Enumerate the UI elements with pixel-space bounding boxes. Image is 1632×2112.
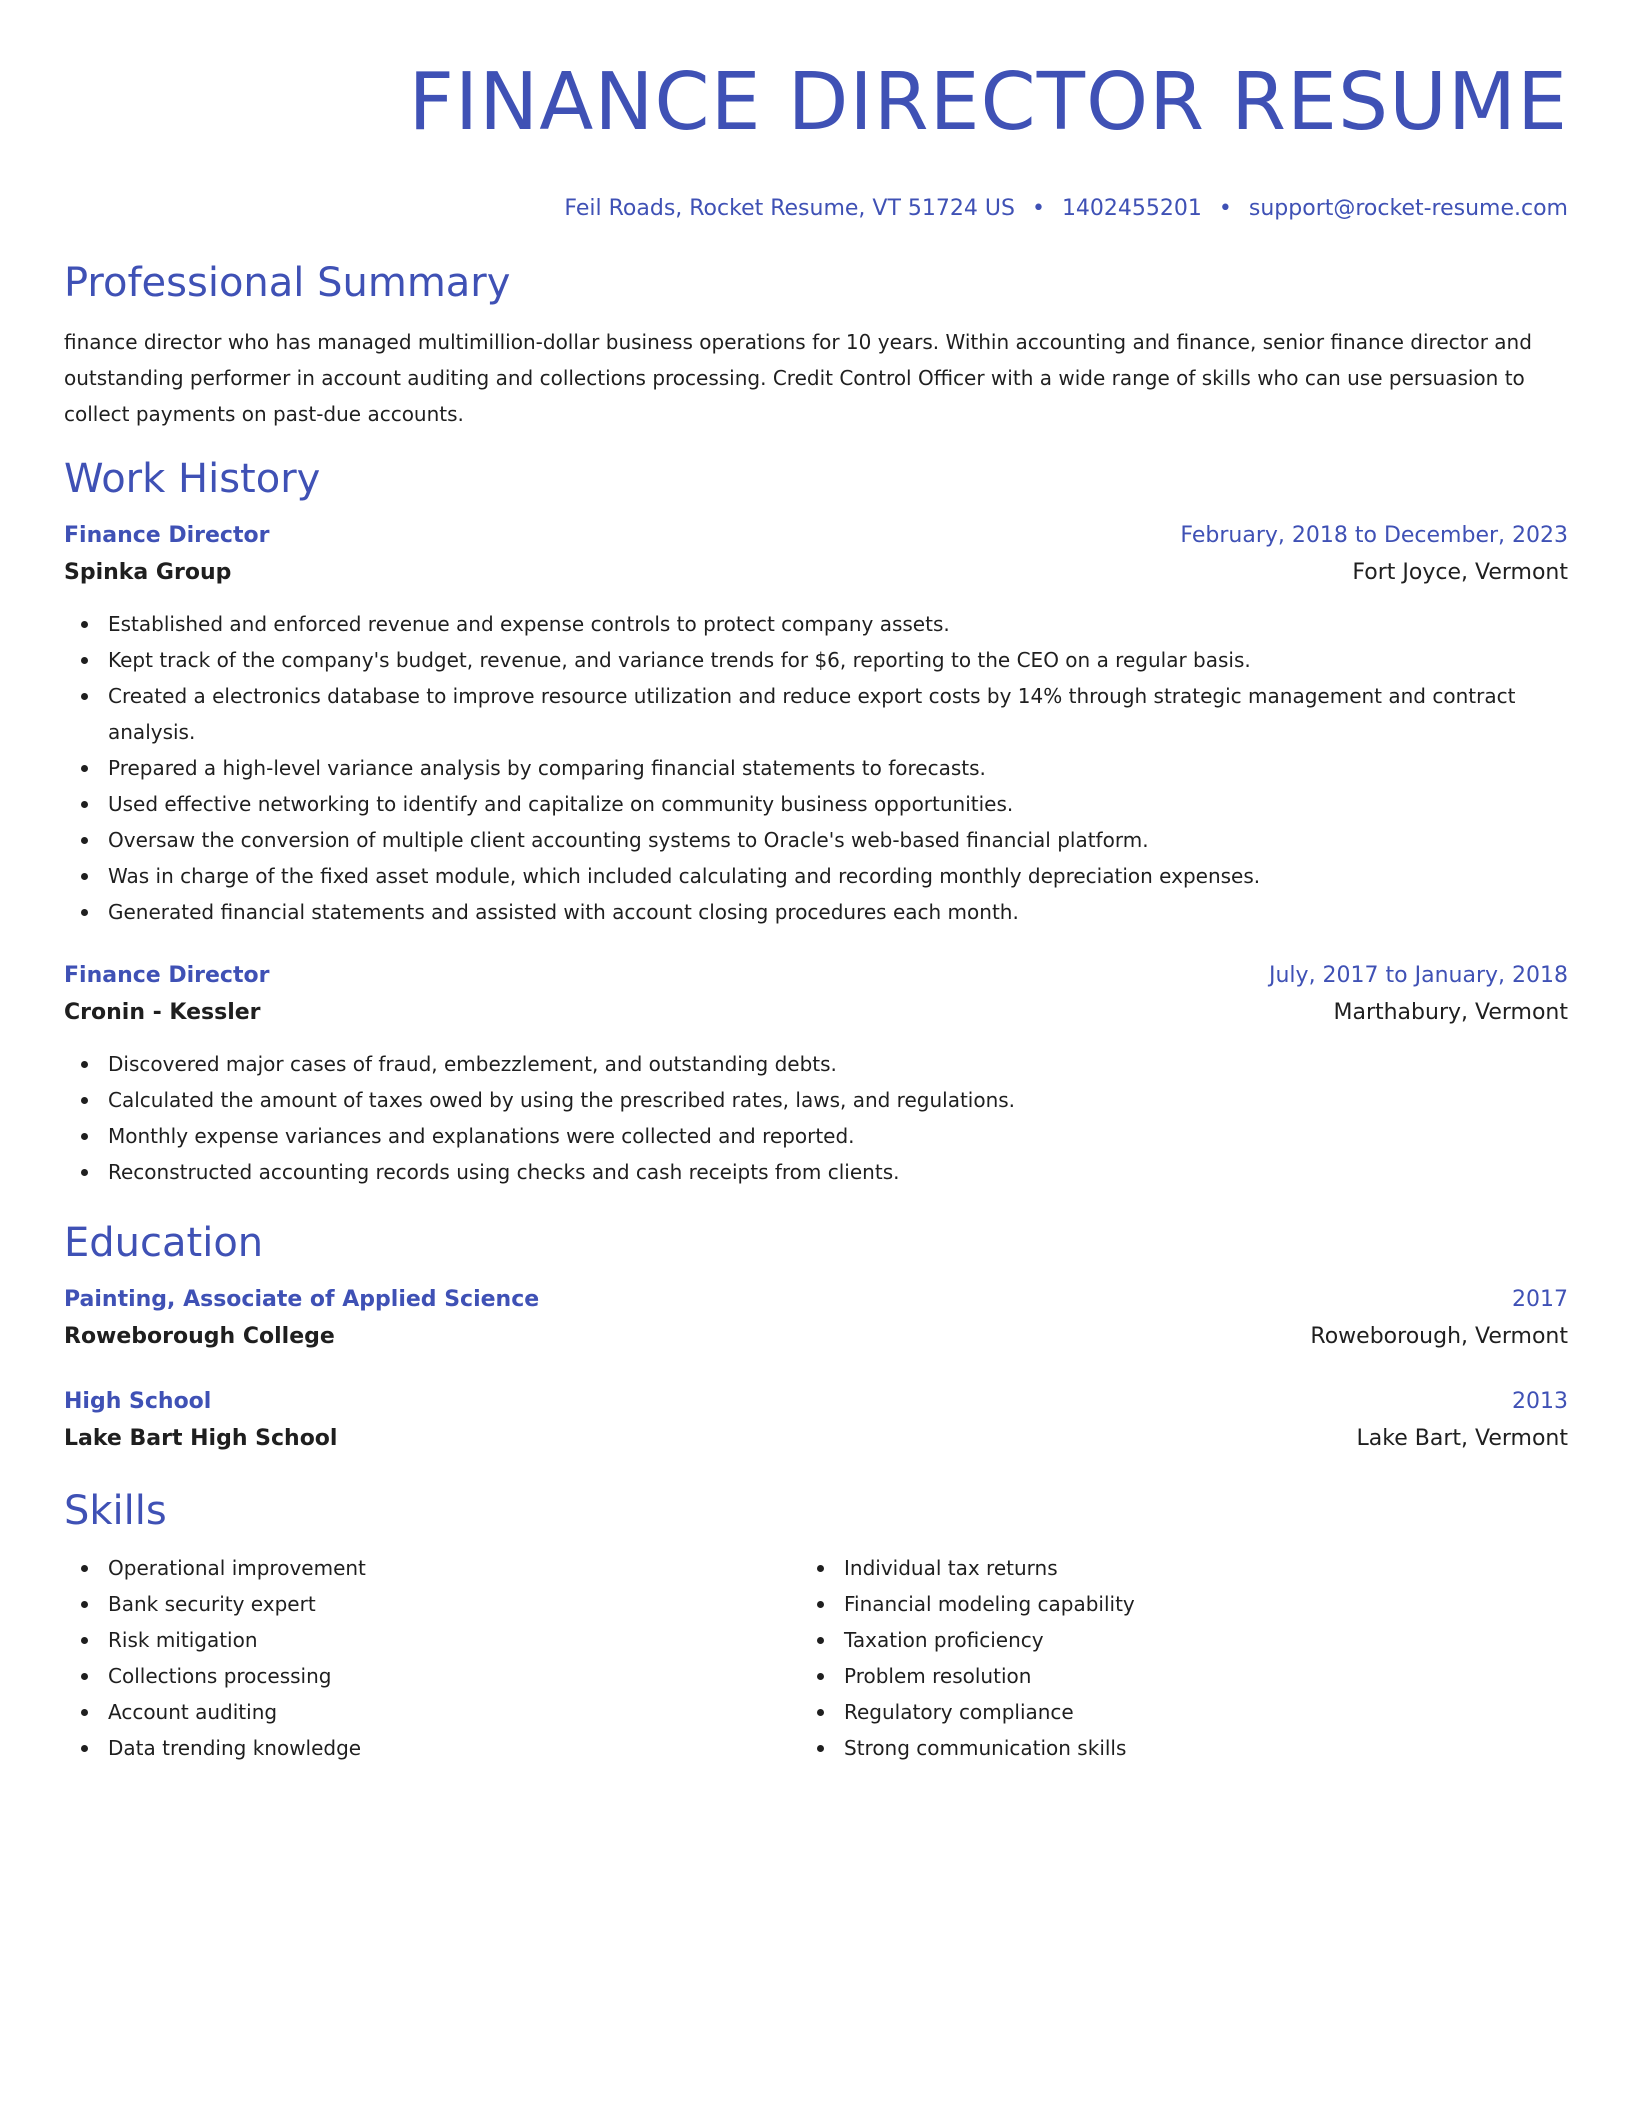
job-company: Cronin - Kessler [64,1000,261,1025]
list-item: Generated financial statements and assisted with account closing procedures each month. [64,894,1568,930]
contact-email: support@rocket-resume.com [1248,196,1568,221]
job-bullets [64,606,1568,930]
section-title-education: Education [64,1220,264,1266]
education-school: Roweborough College [64,1324,335,1349]
job-dates: February, 2018 to December, 2023 [1180,523,1568,548]
skill-item: Operational improvement [64,1550,800,1586]
section-title-skills: Skills [64,1488,167,1534]
list-item: Calculated the amount of taxes owed by using the prescribed rates, laws, and regulations. [64,1082,1568,1118]
skills-list [800,1550,1536,1766]
contact-separator: • [1031,196,1045,221]
list-item: Kept track of the company's budget, revenue, and variance trends for $6, reporting to the CEO on a regular basis. [64,642,1568,678]
skill-item: Data trending knowledge [64,1730,800,1766]
job-company-row [64,994,1568,1032]
job-dates: July, 2017 to January, 2018 [1269,963,1568,988]
job-title: Finance Director [64,963,270,988]
section-title-work-history: Work History [64,456,321,502]
job-bullets [64,1046,1568,1190]
resume-title: FINANCE DIRECTOR RESUME [408,56,1568,148]
education-degree: Painting, Associate of Applied Science [64,1287,540,1312]
skill-item: Regulatory compliance [800,1694,1536,1730]
job-location: Fort Joyce, Vermont [1352,560,1568,585]
skills-column-left [64,1550,800,1766]
education-header-row [64,1384,1568,1420]
list-item: Was in charge of the fixed asset module, which included calculating and recording monthly depreciation expenses. [64,858,1568,894]
list-item: Discovered major cases of fraud, embezzlement, and outstanding debts. [64,1046,1568,1082]
list-item: Used effective networking to identify and capitalize on community business opportunities. [64,786,1568,822]
list-item: Created a electronics database to improve resource utilization and reduce export costs by 14% through strategic management and contract analysis. [64,678,1568,750]
contact-separator: • [1218,196,1232,221]
education-location: Lake Bart, Vermont [1356,1426,1568,1451]
contact-phone: 1402455201 [1061,196,1202,221]
skills-column-right [800,1550,1536,1766]
skill-item: Financial modeling capability [800,1586,1536,1622]
job-header-row [64,958,1568,994]
education-school-row [64,1318,1568,1356]
list-item: Established and enforced revenue and expense controls to protect company assets. [64,606,1568,642]
education-header-row [64,1282,1568,1318]
skill-item: Strong communication skills [800,1730,1536,1766]
job-company-row [64,554,1568,592]
education-entry [64,1384,1568,1458]
contact-address: Feil Roads, Rocket Resume, VT 51724 US [564,196,1015,221]
skill-item: Bank security expert [64,1586,800,1622]
job-entry [64,518,1568,930]
list-item: Prepared a high-level variance analysis by comparing financial statements to forecasts. [64,750,1568,786]
skill-item: Taxation proficiency [800,1622,1536,1658]
job-title: Finance Director [64,523,270,548]
education-school-row [64,1420,1568,1458]
education-location: Roweborough, Vermont [1310,1324,1568,1349]
skill-item: Account auditing [64,1694,800,1730]
list-item: Oversaw the conversion of multiple client accounting systems to Oracle's web-based financial platform. [64,822,1568,858]
skill-item: Individual tax returns [800,1550,1536,1586]
skills-list [64,1550,800,1766]
job-entry [64,958,1568,1190]
skill-item: Risk mitigation [64,1622,800,1658]
education-school: Lake Bart High School [64,1426,338,1451]
list-item: Reconstructed accounting records using checks and cash receipts from clients. [64,1154,1568,1190]
education-entry [64,1282,1568,1356]
education-year: 2017 [1512,1287,1568,1312]
education-degree: High School [64,1389,212,1414]
job-location: Marthabury, Vermont [1333,1000,1568,1025]
skill-item: Problem resolution [800,1658,1536,1694]
section-title-summary: Professional Summary [64,260,511,306]
education-year: 2013 [1512,1389,1568,1414]
job-company: Spinka Group [64,560,232,585]
skills-columns [64,1550,1568,1766]
contact-line [64,194,1568,224]
skill-item: Collections processing [64,1658,800,1694]
job-header-row [64,518,1568,554]
summary-text: finance director who has managed multimillion-dollar business operations for 10 years. Within accounting and finance, senior finance director and outstanding performer in account auditing and collections processing. Credit Control Officer with a wide range of skills who can use persuasion to collect payments on past-due accounts. [64,330,1532,426]
list-item: Monthly expense variances and explanations were collected and reported. [64,1118,1568,1154]
